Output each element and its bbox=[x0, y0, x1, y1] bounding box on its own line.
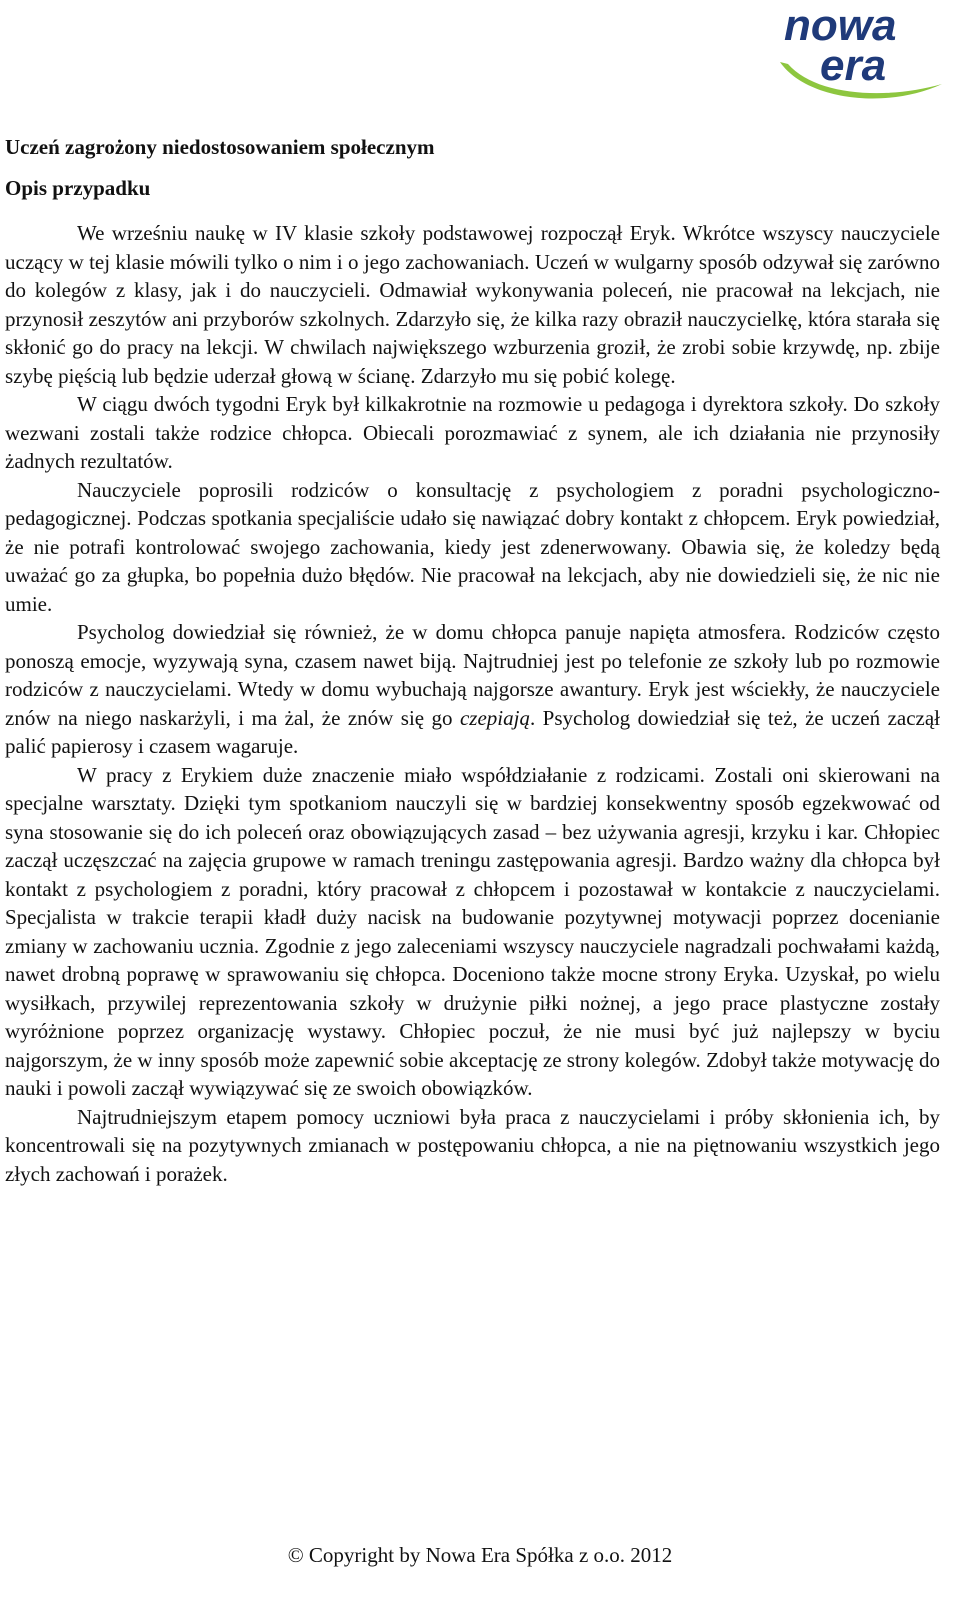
document-text bbox=[5, 219, 940, 1188]
paragraph-2: W ciągu dwóch tygodni Eryk był kilkakrotnie na rozmowie u pedagoga i dyrektora szkoły. Do szkoły wezwani zostali także rodzice chłopca. Obiecali porozmawiać z synem, ale ich działania nie przynosiły żadnych rezultatów. bbox=[5, 392, 940, 473]
paragraph-4-emphasis: czepiają bbox=[459, 705, 530, 730]
paragraph-1: We wrześniu naukę w IV klasie szkoły podstawowej rozpoczął Eryk. Wkrótce wszyscy nauczyciele uczący w tej klasie mówili tylko o nim i o jego zachowaniach. Uczeń w wulgarny sposób odzywał się zarówno do kolegów z klasy, jak i do nauczycieli. Odmawiał wykonywania poleceń, nie pracował na lekcjach, nie przynosił zeszytów ani przyborów szkolnych. Zdarzyło się, że kilka razy obraził nauczycielkę, która starała się skłonić go do pracy na lekcji. W chwilach największego wzburzenia groził, że zrobi sobie krzywdę, np. zbije szybę pięścią lub będzie uderzał głową w ścianę. Zdarzyło mu się pobić kolegę. bbox=[5, 221, 940, 388]
document-body bbox=[5, 130, 940, 1188]
document-subtitle: Opis przypadku bbox=[5, 176, 151, 200]
paragraph-4 bbox=[5, 618, 940, 761]
logo-text-era: era bbox=[820, 41, 887, 90]
paragraph-5: W pracy z Erykiem duże znaczenie miało współdziałanie z rodzicami. Zostali oni skierowani na specjalne warsztaty. Dzięki tym spotkaniom nauczyli się w bardziej konsekwentny sposób egzekwować od syna stosowanie się do ich poleceń oraz obowiązujących zasad – bez używania agresji, krzyku i kar. Chłopiec zaczął uczęszczać na zajęcia grupowe w ramach treningu zastępowania agresji. Bardzo ważny dla chłopca był kontakt z psychologiem z poradni, który pracował z chłopcem i pozostawał w kontakcie z nauczycielami. Specjalista w trakcie terapii kładł duży nacisk na budowanie pozytywnej motywacji poprzez docenianie zmiany w zachowaniu ucznia. Zgodnie z jego zaleceniami wszyscy nauczyciele nagradzali pochwałami każdą, nawet drobną poprawę w sprawowaniu się chłopca. Doceniono także mocne strony Eryka. Uzyskał, po wielu wysiłkach, przywilej reprezentowania szkoły w drużynie piłki nożnej, a jego prace plastyczne zostały wyróżnione poprzez organizację wystawy. Chłopiec poczuł, że nie musi być już najlepszy w byciu najgorszym, że w inny sposób może zapewnić sobie akceptację ze strony kolegów. Zdobył także motywację do nauki i powoli zaczął wywiązywać się ze swoich obowiązków. bbox=[5, 762, 940, 1100]
nowa-era-logo bbox=[776, 0, 946, 112]
paragraph-4-part-1: Psycholog dowiedział się również, że w domu chłopca panuje napięta atmosfera. Rodziców często ponoszą emocje, wyzywają syna, czasem nawet biją. Najtrudniej jest po telefonie ze szkoły lub po rozmowie rodziców z nauczycielami. Wtedy w domu wybuchają najgorsze awantury. Eryk jest wściekły, że nauczyciele znów na niego naskarżyli, i ma żal, że znów się go bbox=[5, 620, 940, 730]
paragraph-6: Najtrudniejszym etapem pomocy uczniowi była praca z nauczycielami i próby skłonienia ich, by koncentrowali się na pozytywnych zmianach w postępowaniu chłopca, a nie na piętnowaniu wszystkich jego złych zachowań i porażek. bbox=[5, 1104, 940, 1186]
copyright-footer: © Copyright by Nowa Era Spółka z o.o. 2012 bbox=[287, 1543, 673, 1567]
paragraph-3: Nauczyciele poprosili rodziców o konsultację z psychologiem z poradni psychologiczno-pedagogicznej. Podczas spotkania specjaliście udało się nawiązać dobry kontakt z chłopcem. Eryk powiedział, że nie potrafi kontrolować swojego zachowania, kiedy jest zdenerwowany. Obawia się, że koledzy będą uważać go za głupka, bo popełnia dużo błędów. Nie pracował na lekcjach, aby nie dowiedzieli się, że nic nie umie. bbox=[5, 477, 940, 616]
logo-text-nowa: nowa bbox=[784, 1, 897, 50]
paragraph-4-part-2: . Psycholog dowiedział się też, że uczeń zaczął palić papierosy i czasem wagaruje. bbox=[5, 705, 941, 758]
document-title: Uczeń zagrożony niedostosowaniem społecznym bbox=[5, 135, 435, 159]
